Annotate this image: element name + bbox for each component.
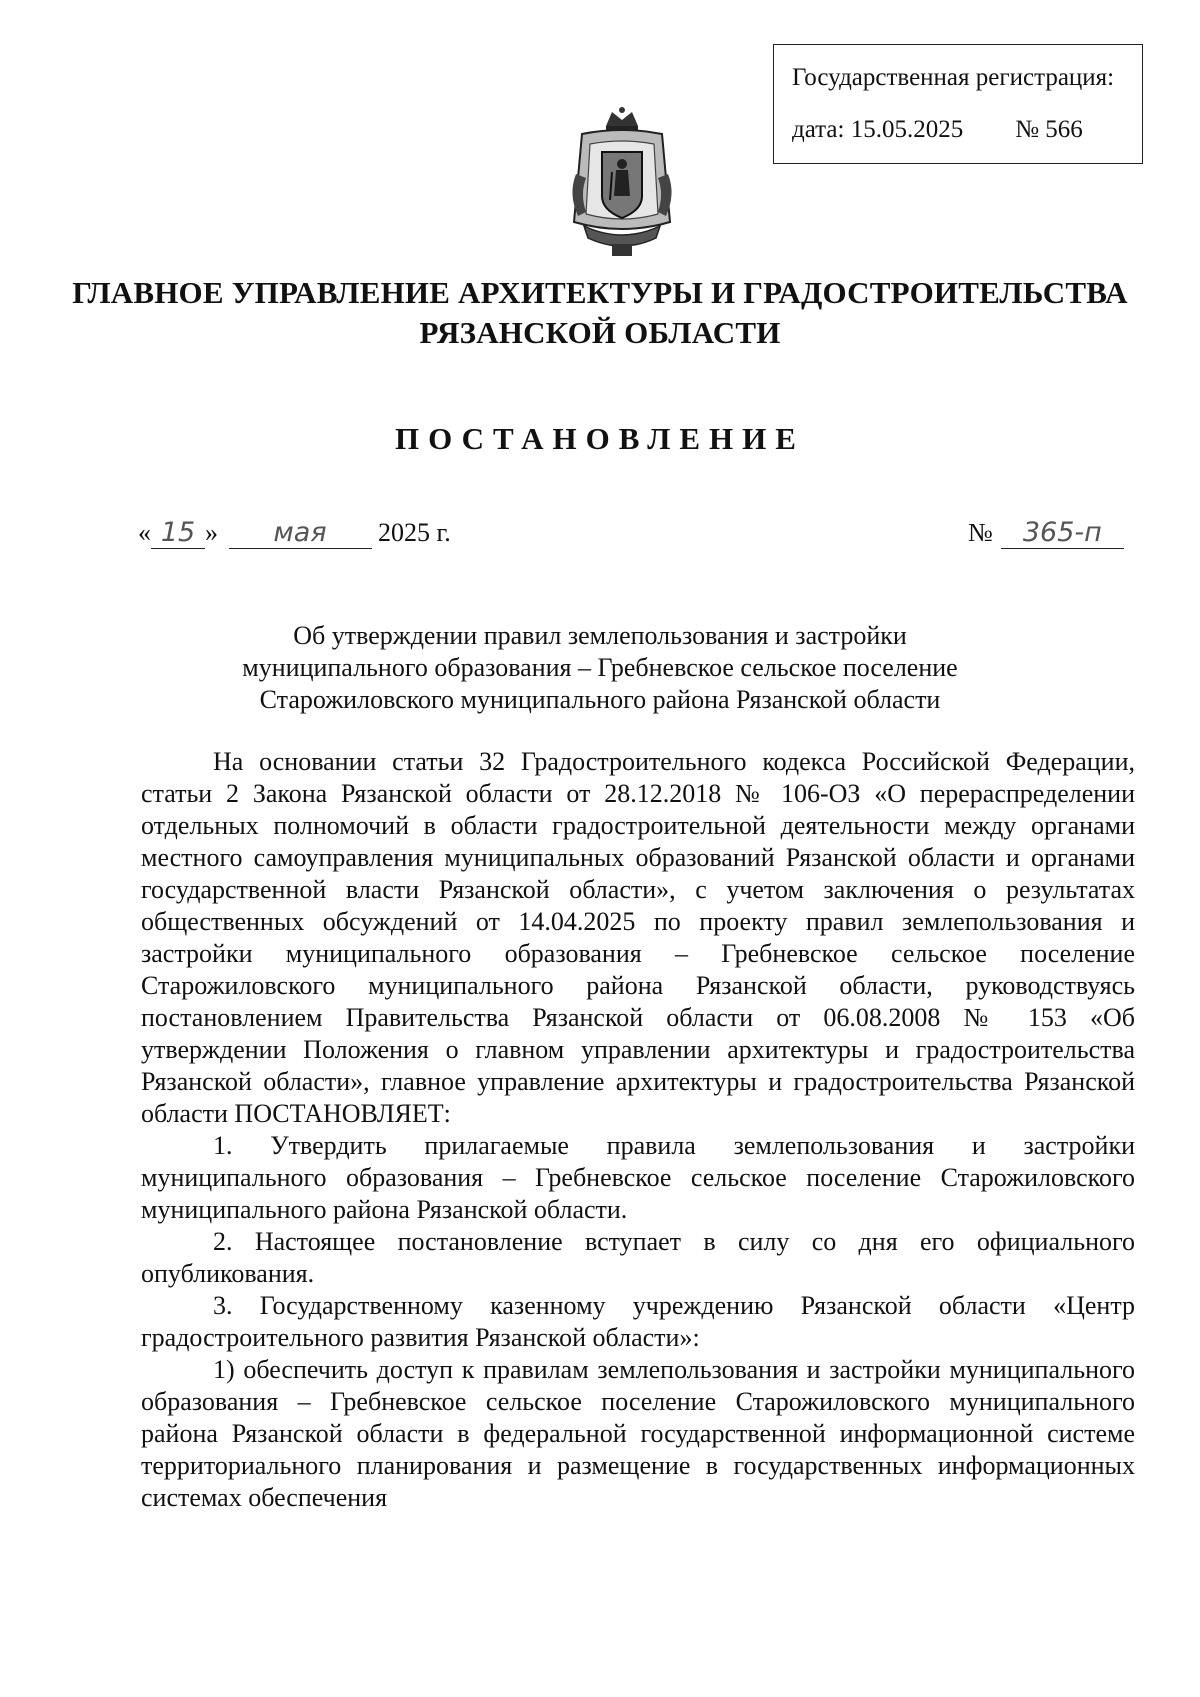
- coat-of-arms-graphic: [562, 104, 682, 264]
- body-paragraph-subitem-1: 1) обеспечить доступ к правилам землепользования и застройки муниципального образования – Гребневское сельское поселение Старожиловского муниципального района Рязанской области в федеральной государственной информационной системе территориального планирования и размещение в государственных информационных системах обеспечения: [141, 1355, 1135, 1512]
- organization-name-line1: ГЛАВНОЕ УПРАВЛЕНИЕ АРХИТЕКТУРЫ И ГРАДОСТРОИТЕЛЬСТВА: [72, 275, 1128, 310]
- date-close-quote: »: [205, 518, 218, 547]
- subject-line: Об утверждении правил землепользования и застройки: [293, 621, 907, 650]
- document-number: [968, 518, 1124, 549]
- document-date: [138, 518, 451, 549]
- date-year: 2025 г.: [378, 518, 451, 547]
- body-paragraph-item-1: 1. Утвердить прилагаемые правила землепользования и застройки муниципального образования – Гребневское сельское поселение Старожиловского муниципального района Рязанской области.: [141, 1131, 1135, 1224]
- handwritten-day: 15: [151, 518, 205, 549]
- document-type-title: ПОСТАНОВЛЕНИЕ: [395, 421, 805, 456]
- date-open-quote: «: [138, 518, 151, 547]
- body-paragraph-preamble: На основании статьи 32 Градостроительного кодекса Российской Федерации, статьи 2 Закона Рязанской области от 28.12.2018 № 106-ОЗ «О перераспределении отдельных полномочий в области градостроительной деятельности между органами местного самоуправления муниципальных образований Рязанской области и органами государственной власти Рязанской области», с учетом заключения о результатах общественных обсуждений от 14.04.2025 по проекту правил землепользования и застройки муниципального образования – Гребневское сельское поселение Старожиловского муниципального района Рязанской области, руководствуясь постановлением Правительства Рязанской области от 06.08.2008 № 153 «Об утверждении Положения о главном управлении архитектуры и градостроительства Рязанской области», главное управление архитектуры и градостроительства Рязанской области ПОСТАНОВЛЯЕТ:: [141, 747, 1135, 1128]
- registration-number: № 566: [1015, 116, 1083, 143]
- subject-line: Старожиловского муниципального района Рязанской области: [259, 685, 941, 714]
- number-label: №: [968, 518, 993, 547]
- document-body: [141, 746, 1135, 1514]
- registration-date: дата: 15.05.2025: [792, 116, 964, 143]
- ryazan-coat-of-arms-icon: [562, 104, 682, 264]
- handwritten-month: мая: [229, 518, 372, 549]
- subject-line: муниципального образования – Гребневское сельское поселение: [242, 653, 958, 682]
- handwritten-number: 365-п: [1001, 518, 1124, 549]
- document-subject: [0, 620, 1200, 716]
- registration-title: Государственная регистрация:: [792, 64, 1115, 91]
- registration-stamp: [773, 44, 1143, 164]
- body-paragraph-item-3: 3. Государственному казенному учреждению Рязанской области «Центр градостроительного развития Рязанской области»:: [141, 1291, 1135, 1352]
- organization-name-line2: РЯЗАНСКОЙ ОБЛАСТИ: [419, 315, 781, 350]
- body-paragraph-item-2: 2. Настоящее постановление вступает в силу со дня его официального опубликования.: [141, 1227, 1135, 1288]
- registration-details: [792, 117, 1124, 142]
